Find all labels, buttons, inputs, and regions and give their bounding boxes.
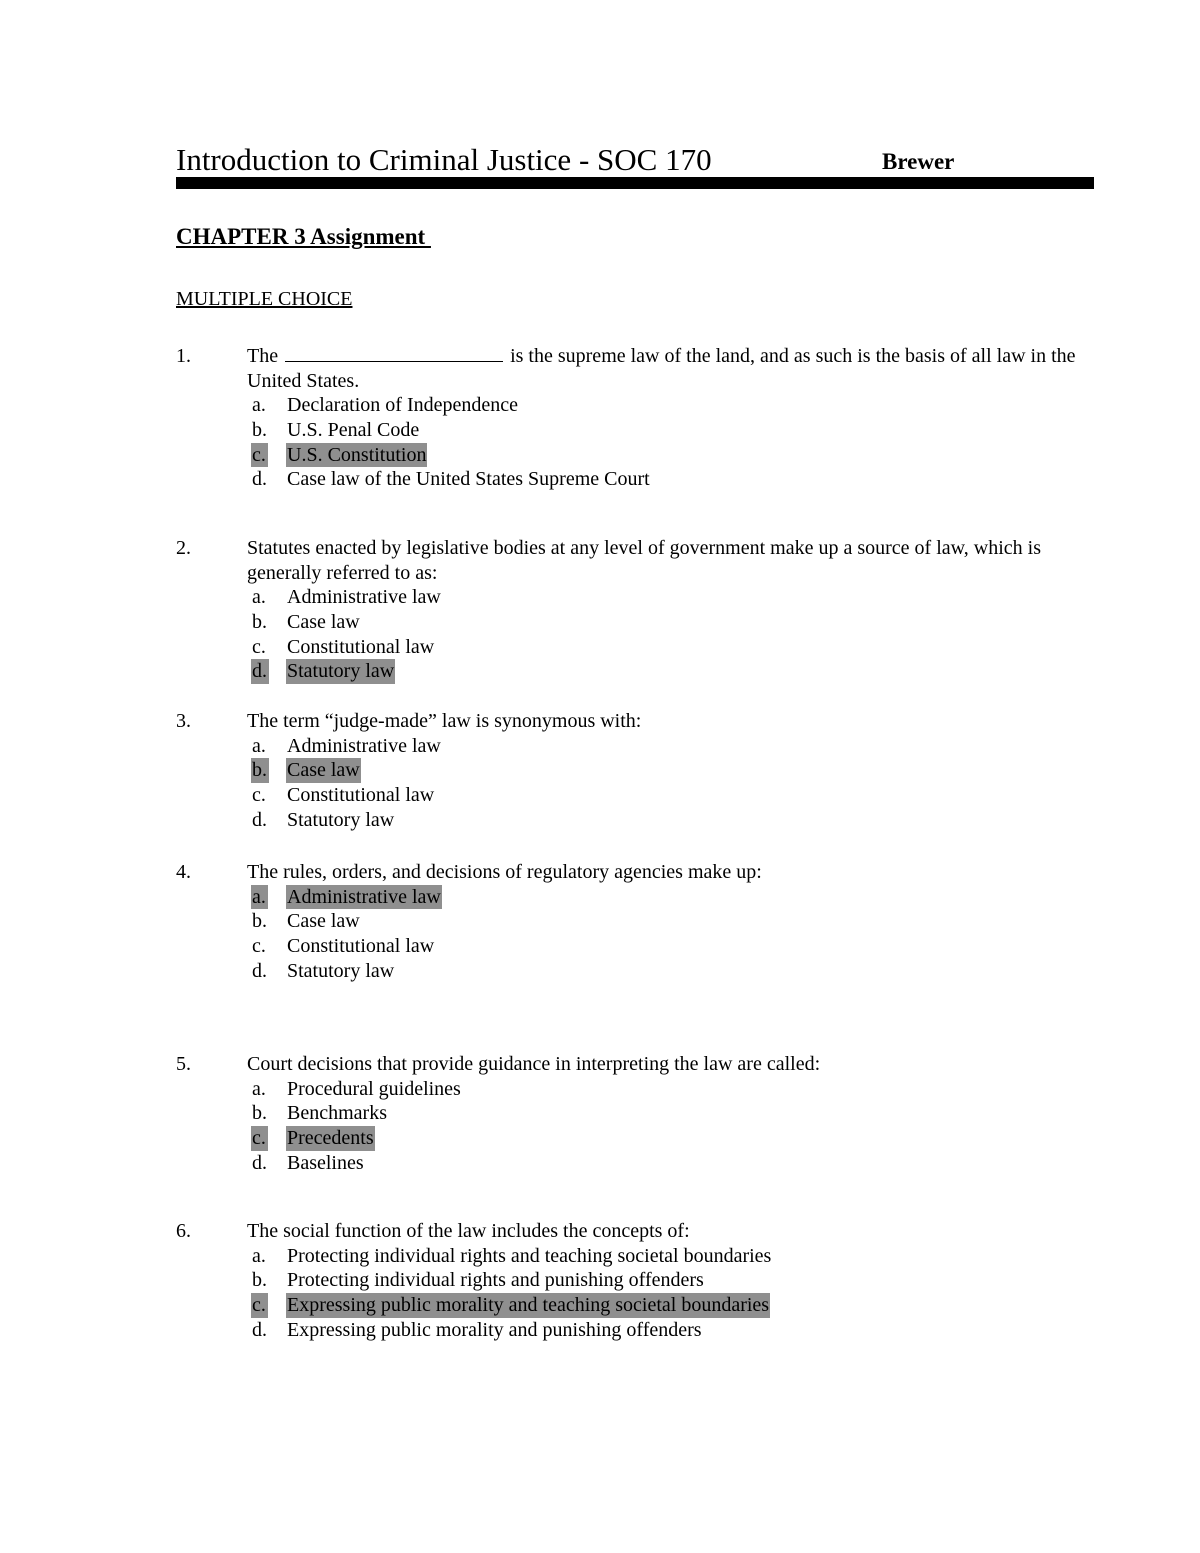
- option-letter: b.: [252, 1102, 267, 1125]
- option-list: [176, 393, 1094, 492]
- option-letter: a.: [252, 734, 266, 757]
- option-b[interactable]: [176, 610, 1094, 635]
- question-stem: Statutes enacted by legislative bodies at any level of government make up a source of law, which is generally referred to as:: [247, 537, 1042, 584]
- option-text: Expressing public morality and punishing offenders: [287, 1318, 702, 1341]
- option-text: U.S. Constitution: [287, 443, 427, 466]
- option-text: Constitutional law: [287, 635, 435, 658]
- option-text: Baselines: [287, 1151, 364, 1174]
- question-stem-after: is the supreme law of the land, and as such is the basis of all law in the United States.: [247, 345, 1076, 392]
- option-c[interactable]: [176, 635, 1094, 660]
- option-letter: b.: [252, 418, 267, 441]
- header-rule: [176, 177, 1094, 189]
- answer-blank: [285, 344, 503, 362]
- option-d[interactable]: [176, 808, 1094, 833]
- question-6: [176, 1219, 1094, 1343]
- question-stem: The social function of the law includes the concepts of:: [247, 1220, 690, 1242]
- option-text: Declaration of Independence: [287, 394, 518, 416]
- option-text: Expressing public morality and teaching societal boundaries: [287, 1294, 770, 1317]
- option-b[interactable]: [176, 1268, 1094, 1293]
- option-list: [176, 1077, 1094, 1176]
- option-text: Administrative law: [287, 586, 441, 608]
- question-2: [176, 536, 1094, 684]
- question-3: [176, 709, 1094, 833]
- option-text: Case law: [287, 759, 360, 782]
- option-letter: d.: [252, 959, 267, 982]
- option-c[interactable]: [176, 443, 1094, 468]
- option-b[interactable]: [176, 418, 1094, 443]
- instructor-name: Brewer: [882, 149, 955, 174]
- option-c[interactable]: [176, 934, 1094, 959]
- option-letter: d.: [252, 1151, 267, 1174]
- option-a[interactable]: [176, 1244, 1094, 1269]
- chapter-title: CHAPTER 3 Assignment: [176, 224, 431, 249]
- option-text: Protecting individual rights and punishing offenders: [287, 1269, 704, 1292]
- option-letter: d.: [252, 468, 267, 491]
- option-letter: c.: [252, 443, 266, 466]
- option-letter: d.: [252, 1318, 267, 1341]
- option-letter: a.: [252, 586, 266, 608]
- option-letter: a.: [252, 394, 266, 416]
- option-letter: c.: [252, 784, 266, 807]
- option-text: Precedents: [287, 1127, 374, 1150]
- option-letter: d.: [252, 808, 267, 831]
- question-stem: The rules, orders, and decisions of regulatory agencies make up:: [247, 861, 762, 883]
- option-b[interactable]: [176, 758, 1094, 783]
- option-a[interactable]: [176, 393, 1094, 418]
- option-text: Protecting individual rights and teaching societal boundaries: [287, 1244, 772, 1267]
- option-list: [176, 1244, 1094, 1343]
- option-letter: a.: [252, 1077, 266, 1100]
- option-text: Case law of the United States Supreme Court: [287, 468, 650, 491]
- option-a[interactable]: [176, 885, 1094, 910]
- option-d[interactable]: [176, 959, 1094, 984]
- option-text: Case law: [287, 910, 360, 933]
- option-d[interactable]: [176, 467, 1094, 492]
- option-letter: c.: [252, 935, 266, 958]
- option-letter: c.: [252, 635, 266, 658]
- question-number: 4.: [176, 861, 191, 883]
- question-stem: The term “judge-made” law is synonymous with:: [247, 710, 642, 732]
- option-c[interactable]: [176, 1126, 1094, 1151]
- option-text: Case law: [287, 610, 360, 633]
- option-text: Statutory law: [287, 808, 395, 831]
- option-b[interactable]: [176, 1101, 1094, 1126]
- question-number: 3.: [176, 710, 191, 732]
- option-d[interactable]: [176, 1151, 1094, 1176]
- question-number: 6.: [176, 1220, 191, 1242]
- question-number: 5.: [176, 1053, 191, 1075]
- option-c[interactable]: [176, 1293, 1094, 1318]
- question-stem: Court decisions that provide guidance in interpreting the law are called:: [247, 1053, 821, 1075]
- option-letter: b.: [252, 759, 267, 782]
- question-stem: [247, 344, 1094, 393]
- option-a[interactable]: [176, 734, 1094, 759]
- option-text: Administrative law: [287, 885, 441, 908]
- option-text: Procedural guidelines: [287, 1077, 461, 1100]
- option-text: Statutory law: [287, 959, 395, 982]
- option-text: Benchmarks: [287, 1102, 387, 1125]
- option-a[interactable]: [176, 1077, 1094, 1102]
- option-a[interactable]: [176, 585, 1094, 610]
- option-letter: b.: [252, 1269, 267, 1292]
- question-4: [176, 860, 1094, 984]
- option-list: [176, 885, 1094, 984]
- option-list: [176, 734, 1094, 833]
- question-stem-before: The: [247, 345, 279, 367]
- option-letter: c.: [252, 1127, 266, 1150]
- option-text: Statutory law: [287, 660, 395, 683]
- option-d[interactable]: [176, 659, 1094, 684]
- option-letter: b.: [252, 910, 267, 933]
- question-number: 2.: [176, 537, 191, 559]
- option-text: Administrative law: [287, 734, 441, 757]
- option-letter: a.: [252, 885, 266, 908]
- option-letter: b.: [252, 610, 267, 633]
- section-title: MULTIPLE CHOICE: [176, 288, 353, 310]
- option-text: U.S. Penal Code: [287, 418, 420, 441]
- option-text: Constitutional law: [287, 935, 435, 958]
- question-number: 1.: [176, 345, 191, 367]
- question-1: [176, 344, 1094, 492]
- option-letter: d.: [252, 660, 267, 683]
- page-header: [176, 140, 1094, 180]
- course-title: Introduction to Criminal Justice - SOC 170: [176, 142, 712, 177]
- option-c[interactable]: [176, 783, 1094, 808]
- option-list: [176, 585, 1094, 684]
- option-letter: c.: [252, 1294, 266, 1317]
- option-b[interactable]: [176, 909, 1094, 934]
- option-text: Constitutional law: [287, 784, 435, 807]
- option-d[interactable]: [176, 1318, 1094, 1343]
- question-5: [176, 1052, 1094, 1176]
- option-letter: a.: [252, 1244, 266, 1267]
